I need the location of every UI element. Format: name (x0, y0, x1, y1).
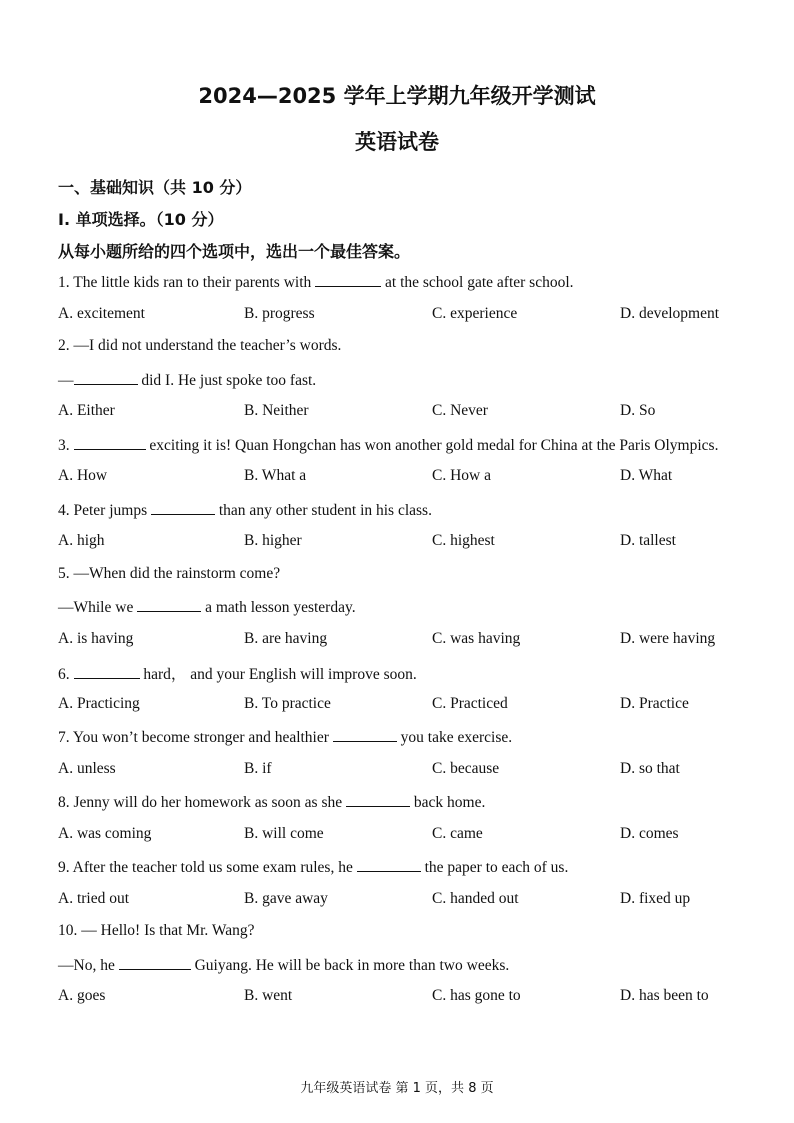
question-9-option-c[interactable]: C. handed out (432, 889, 519, 907)
question-text: 6. (58, 666, 74, 683)
question-text: at the school gate after school. (381, 274, 574, 291)
question-9-option-d[interactable]: D. fixed up (620, 889, 691, 907)
question-9-option-b[interactable]: B. gave away (244, 889, 328, 907)
question-text: 3. (58, 436, 74, 454)
question-text: 1. The little kids ran to their parents with (58, 274, 316, 291)
question-text: a math lesson yesterday. (201, 599, 356, 616)
question-10-option-a[interactable]: A. goes (58, 987, 106, 1004)
question-text: back home. (410, 794, 486, 811)
question-3-stem-line (58, 435, 718, 455)
section-heading: 一、基础知识（共 10 分） (58, 178, 252, 197)
question-7-option-a[interactable]: A. unless (58, 759, 116, 777)
question-4-option-b[interactable]: B. higher (244, 532, 302, 549)
question-10-stem-line (58, 955, 509, 975)
question-4-option-a[interactable]: A. high (58, 532, 105, 549)
question-3-option-a[interactable]: A. How (58, 467, 108, 484)
exam-title: 2024—2025 学年上学期九年级开学测试 (198, 84, 596, 108)
question-5-option-c[interactable]: C. was having (432, 629, 521, 647)
question-text: —No, he (58, 956, 119, 974)
question-9-stem-line (58, 857, 568, 877)
question-text: 9. After the teacher told us some exam rules, he (58, 859, 357, 876)
question-text: 8. Jenny will do her homework as soon as she (58, 794, 346, 811)
question-text: than any other student in his class. (215, 501, 432, 519)
question-3-option-b[interactable]: B. What a (244, 467, 307, 484)
question-text: Guiyang. He will be back in more than two weeks. (190, 956, 510, 974)
question-2-option-d[interactable]: D. So (620, 402, 656, 419)
question-7-option-b[interactable]: B. if (244, 759, 272, 777)
question-10-option-c[interactable]: C. has gone to (432, 987, 521, 1004)
answer-blank[interactable] (333, 727, 397, 742)
question-8-option-d[interactable]: D. comes (620, 824, 679, 842)
question-8-option-b[interactable]: B. will come (244, 824, 324, 842)
question-5-option-a[interactable]: A. is having (58, 629, 134, 647)
question-9-option-a[interactable]: A. tried out (58, 889, 130, 907)
question-6-option-c[interactable]: C. Practiced (432, 694, 508, 712)
question-text: did I. He just spoke too fast. (137, 371, 317, 389)
question-6-stem-line (58, 662, 417, 684)
question-text: you take exercise. (396, 729, 513, 746)
question-7-option-c[interactable]: C. because (432, 759, 500, 777)
question-4-option-d[interactable]: D. tallest (620, 532, 676, 549)
question-text: 2. —I did not understand the teacher’s words. (58, 337, 342, 354)
question-1-option-c[interactable]: C. experience (432, 304, 518, 322)
question-5-option-d[interactable]: D. were having (620, 629, 716, 647)
answer-blank[interactable] (137, 597, 201, 612)
question-3-option-d[interactable]: D. What (620, 467, 673, 484)
answer-blank[interactable] (315, 272, 381, 287)
question-text: 10. — Hello! Is that Mr. Wang? (58, 922, 255, 939)
question-text: 4. Peter jumps (58, 501, 151, 519)
question-5-stem-line (58, 597, 356, 617)
answer-blank[interactable] (74, 435, 146, 450)
question-1-option-b[interactable]: B. progress (244, 304, 315, 322)
question-5-option-b[interactable]: B. are having (244, 629, 328, 647)
exam-subtitle: 英语试卷 (355, 130, 439, 154)
question-10-option-d[interactable]: D. has been to (620, 987, 709, 1004)
question-10-option-b[interactable]: B. went (244, 987, 293, 1004)
answer-blank[interactable] (74, 664, 140, 679)
answer-blank[interactable] (346, 792, 410, 807)
question-text: — (58, 371, 74, 389)
question-2-stem-line (58, 337, 341, 355)
question-1-option-a[interactable]: A. excitement (58, 304, 145, 322)
question-text: exciting it is! Quan Hongchan has won another gold medal for China at the Paris Olympics. (145, 436, 719, 454)
question-text: 5. —When did the rainstorm come? (58, 564, 281, 582)
question-10-stem-line (58, 922, 255, 940)
question-text: hard， and your English will improve soon. (139, 666, 417, 683)
answer-blank[interactable] (119, 955, 191, 970)
question-5-stem-line (58, 565, 280, 583)
question-7-stem-line (58, 727, 512, 747)
answer-blank[interactable] (357, 857, 421, 872)
question-2-option-c[interactable]: C. Never (432, 402, 488, 419)
question-4-stem-line (58, 500, 432, 520)
page-footer: 九年级英语试卷 第 1 页，共 8 页 (300, 1081, 494, 1096)
question-7-option-d[interactable]: D. so that (620, 759, 680, 777)
question-text: —While we (58, 599, 138, 616)
instruction-text: 从每小题所给的四个选项中，选出一个最佳答案。 (58, 242, 411, 261)
question-3-option-c[interactable]: C. How a (432, 467, 491, 484)
answer-blank[interactable] (151, 500, 215, 515)
question-4-option-c[interactable]: C. highest (432, 532, 495, 549)
question-6-option-d[interactable]: D. Practice (620, 694, 689, 712)
answer-blank[interactable] (74, 370, 138, 385)
part-heading: I. 单项选择。（10 分） (58, 210, 224, 229)
question-2-option-b[interactable]: B. Neither (244, 402, 309, 419)
question-text: 7. You won’t become stronger and healthier (58, 729, 333, 746)
question-2-option-a[interactable]: A. Either (58, 402, 115, 419)
question-1-option-d[interactable]: D. development (620, 304, 720, 322)
question-6-option-b[interactable]: B. To practice (244, 694, 331, 712)
question-6-option-a[interactable]: A. Practicing (58, 694, 140, 712)
question-2-stem-line (58, 370, 316, 390)
question-8-stem-line (58, 792, 485, 812)
question-8-option-a[interactable]: A. was coming (58, 824, 152, 842)
question-8-option-c[interactable]: C. came (432, 824, 483, 842)
question-1-stem-line (58, 272, 574, 292)
question-text: the paper to each of us. (420, 859, 569, 876)
